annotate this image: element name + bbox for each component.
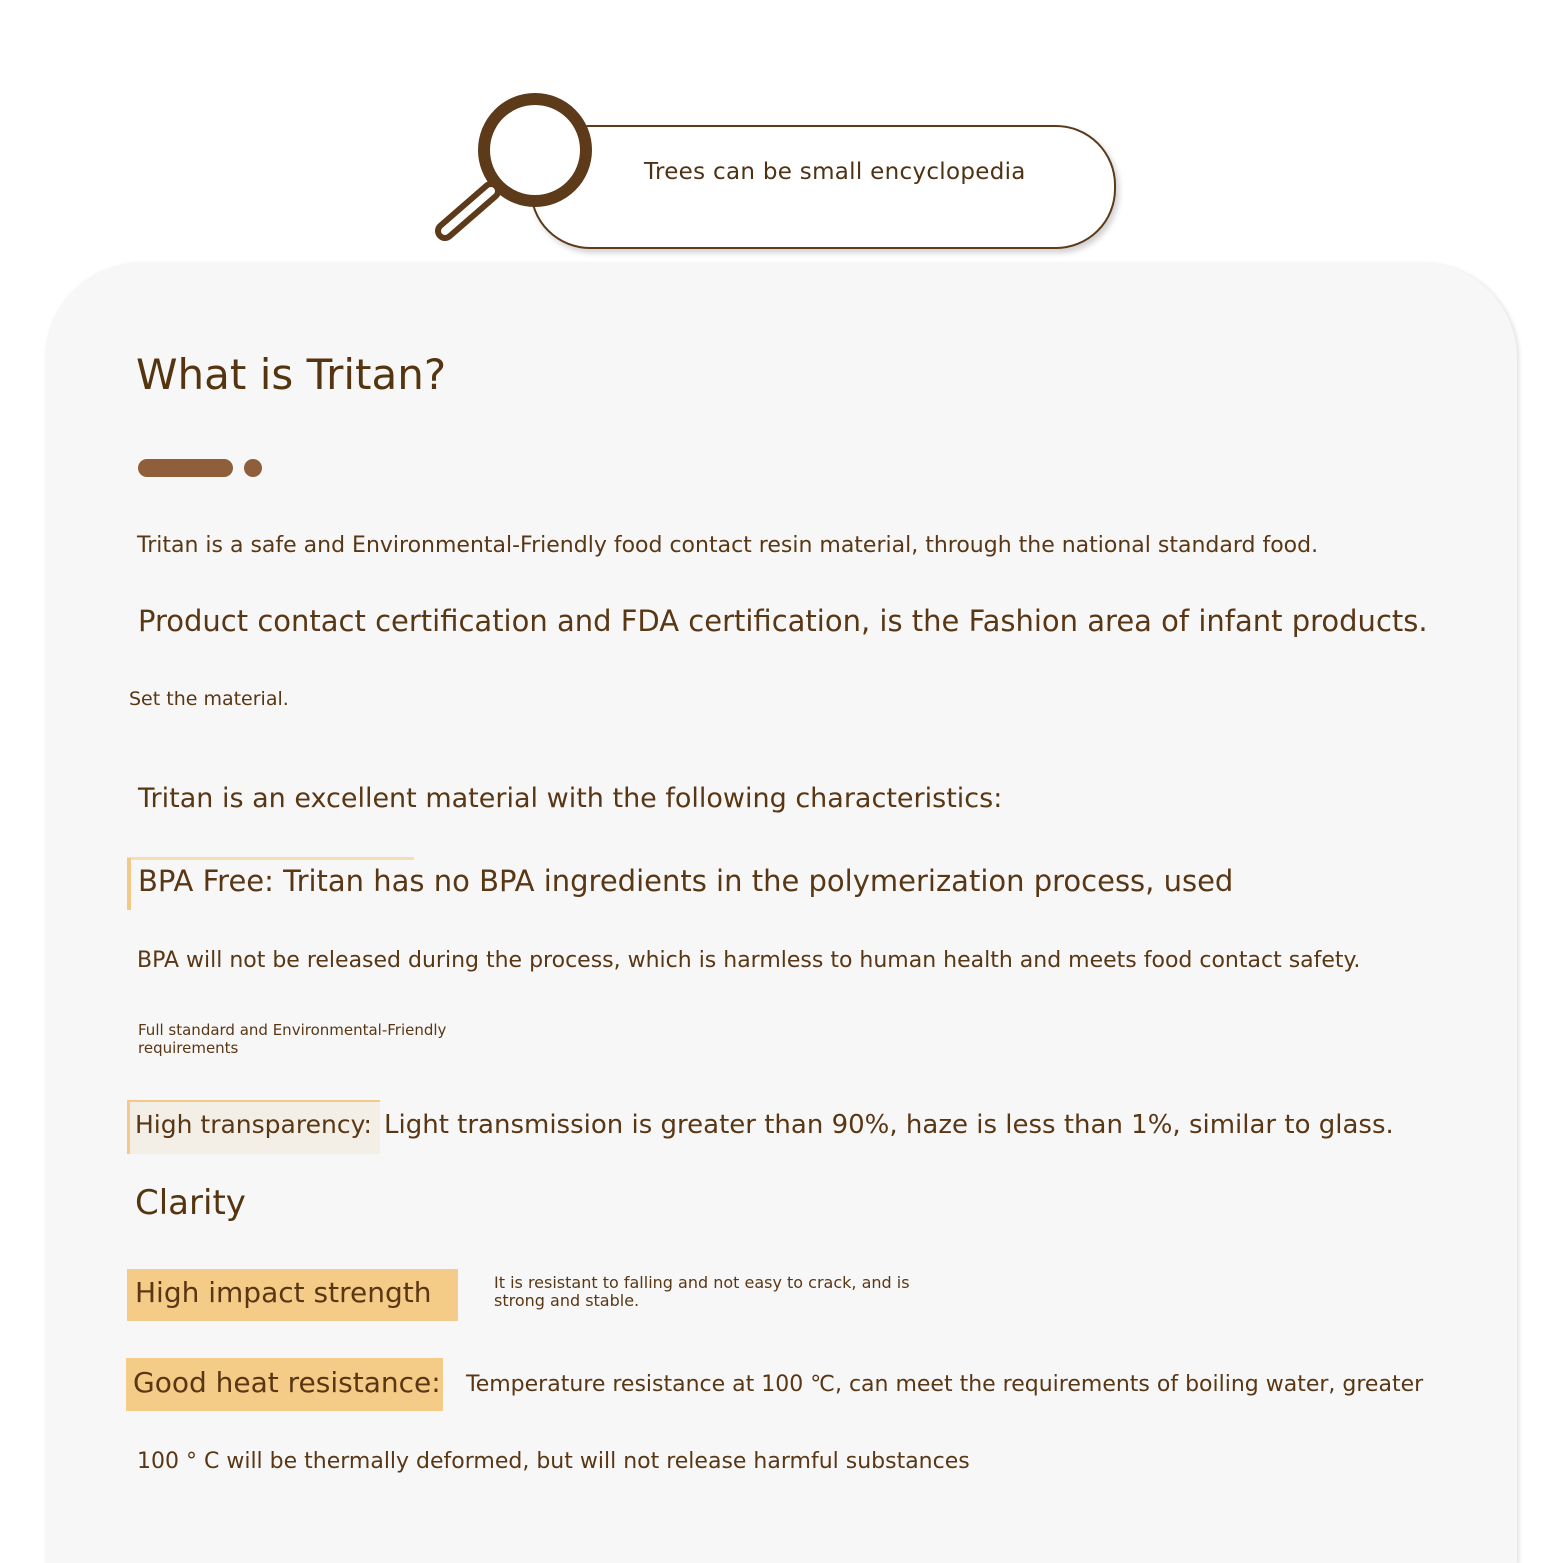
- title-underline-dot: [244, 459, 262, 477]
- transparency-label: High transparency:: [135, 1110, 372, 1139]
- intro-line-1: Tritan is a safe and Environmental-Friendly food contact resin material, through the national standard food.: [137, 533, 1319, 558]
- header-badge: [530, 125, 1116, 249]
- magnifier-icon: [425, 88, 605, 248]
- intro-line-3: Set the material.: [129, 688, 289, 710]
- transparency-text: Light transmission is greater than 90%, haze is less than 1%, similar to glass.: [384, 1110, 1394, 1140]
- page-title: What is Tritan?: [136, 350, 447, 399]
- header-badge-text: Trees can be small encyclopedia: [644, 159, 1026, 185]
- heat-text-2: 100 ° C will be thermally deformed, but will not release harmful substances: [137, 1449, 970, 1474]
- heat-label: Good heat resistance:: [133, 1366, 441, 1399]
- bpa-line-1: BPA Free: Tritan has no BPA ingredients in the polymerization process, used: [138, 864, 1234, 898]
- impact-label: High impact strength: [135, 1276, 432, 1309]
- bpa-highlight-top: [127, 857, 414, 860]
- bpa-line-2: BPA will not be released during the process, which is harmless to human health and meets food contact safety.: [137, 948, 1361, 973]
- clarity-heading: Clarity: [135, 1183, 246, 1223]
- heat-text: Temperature resistance at 100 ℃, can meet the requirements of boiling water, greater: [466, 1372, 1424, 1397]
- bpa-line-3: Full standard and Environmental-Friendly requirements: [138, 1021, 447, 1057]
- title-underline-dash: [138, 459, 233, 477]
- bpa-highlight-bar: [127, 858, 131, 910]
- characteristics-heading: Tritan is an excellent material with the following characteristics:: [138, 783, 1003, 814]
- impact-text: It is resistant to falling and not easy to crack, and is strong and stable.: [494, 1273, 910, 1310]
- intro-line-2: Product contact certification and FDA certification, is the Fashion area of infant products.: [138, 604, 1428, 638]
